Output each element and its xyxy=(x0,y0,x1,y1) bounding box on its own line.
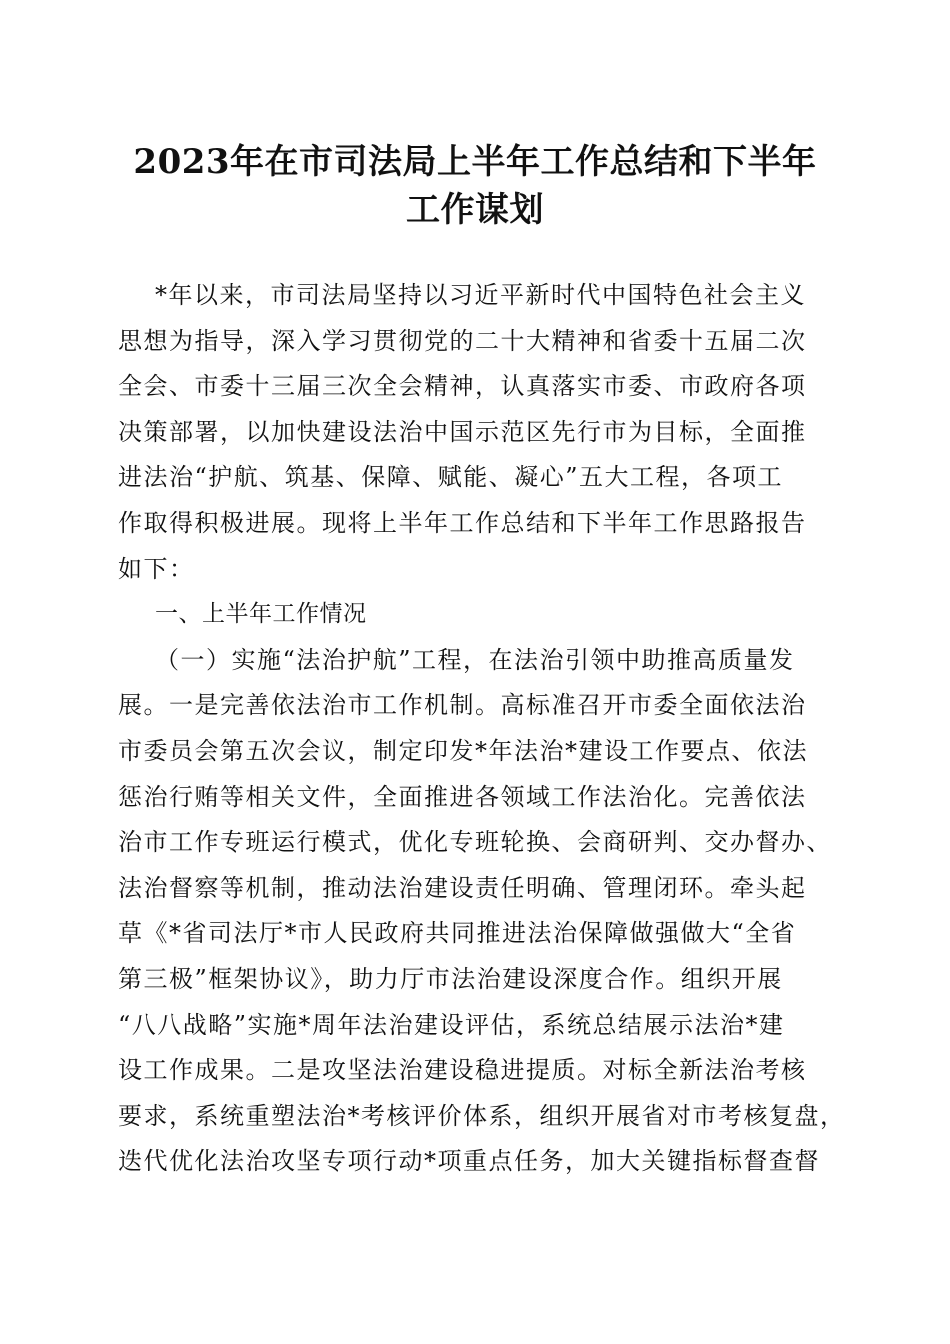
title-line-2: 工作谋划 xyxy=(406,190,544,230)
subsection-paragraph-line: 治市工作专班运行模式，优化专班轮换、会商研判、交办督办、 xyxy=(118,828,832,857)
title-line-1: 2023年在市司法局上半年工作总结和下半年 xyxy=(133,142,817,182)
subsection-paragraph-line: 惩治行贿等相关文件，全面推进各领域工作法治化。完善依法 xyxy=(118,782,807,811)
intro-paragraph-line: 作取得积极进展。现将上半年工作总结和下半年工作思路报告 xyxy=(118,508,807,537)
intro-paragraph-line: 全会、市委十三届三次全会精神，认真落实市委、市政府各项 xyxy=(118,372,807,401)
subsection-paragraph-line: 草《*省司法厅*市人民政府共同推进法治保障做强做大“全省 xyxy=(118,919,797,948)
subsection-paragraph-line: 法治督察等机制，推动法治建设责任明确、管理闭环。牵头起 xyxy=(118,873,807,902)
subsection-paragraph-line: “八八战略”实施*周年法治建设评估，系统总结展示法治*建 xyxy=(118,1010,785,1039)
document-body xyxy=(118,273,846,1185)
intro-paragraph-line: 进法治“护航、筑基、保障、赋能、凝心”五大工程，各项工 xyxy=(118,463,784,492)
subsection-paragraph-line: 市委员会第五次会议，制定印发*年法治*建设工作要点、依法 xyxy=(118,736,808,765)
subsection-paragraph-line: 设工作成果。二是攻坚法治建设稳进提质。对标全新法治考核 xyxy=(118,1056,807,1085)
intro-paragraph-line: 思想为指导，深入学习贯彻党的二十大精神和省委十五届二次 xyxy=(118,326,807,355)
section-heading: 一、上半年工作情况 xyxy=(155,601,367,628)
document-title xyxy=(110,138,840,234)
intro-paragraph-line: 决策部署，以加快建设法治中国示范区先行市为目标，全面推 xyxy=(118,417,807,446)
subsection-paragraph-line: （一）实施“法治护航”工程，在法治引领中助推高质量发 xyxy=(155,645,795,674)
subsection-paragraph-line: 迭代优化法治攻坚专项行动*项重点任务，加大关键指标督查督 xyxy=(118,1147,820,1176)
subsection-paragraph-line: 第三极”框架协议》，助力厅市法治建设深度合作。组织开展 xyxy=(118,964,783,993)
subsection-paragraph-line: 展。一是完善依法治市工作机制。高标准召开市委全面依法治 xyxy=(118,691,807,720)
subsection-paragraph-line: 要求，系统重塑法治*考核评价体系，组织开展省对市考核复盘， xyxy=(118,1101,846,1130)
intro-paragraph-line: 如下： xyxy=(118,554,195,583)
intro-paragraph-line: *年以来，市司法局坚持以习近平新时代中国特色社会主义 xyxy=(155,281,806,309)
